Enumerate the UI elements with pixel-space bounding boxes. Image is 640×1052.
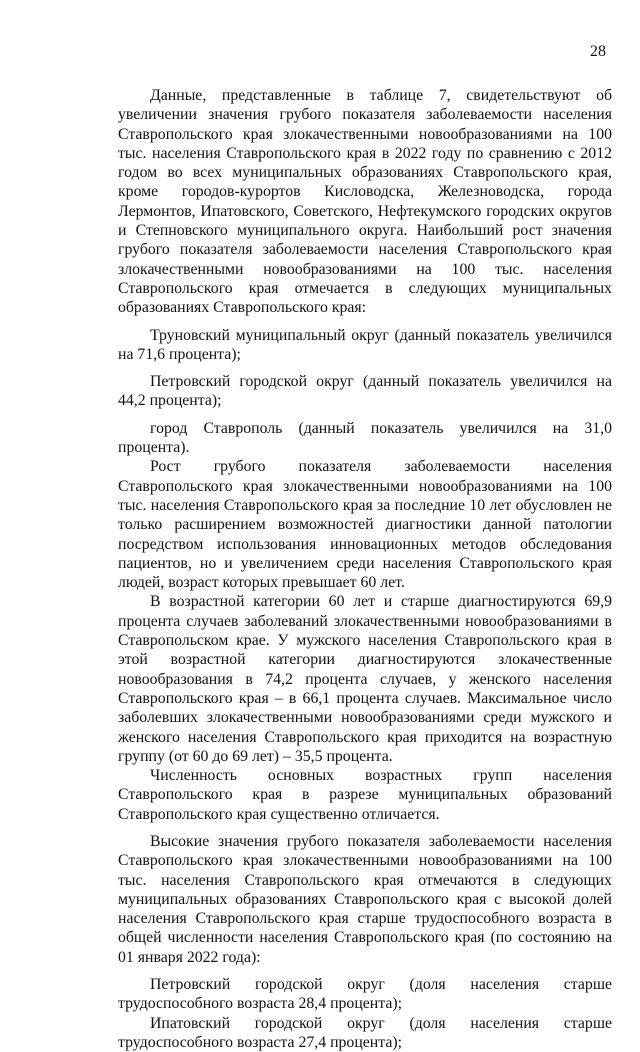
paragraph-age-groups: Численность основных возрастных групп населения Ставропольского края в разрезе муниципальных образований Ставропольского края существенно отличается.: [118, 767, 612, 823]
paragraph-high-values: Высокие значения грубого показателя заболеваемости населения Ставропольского края злокачественными новообразованиями на 100 тыс. населения Ставропольского края отмечаются в следующих муниципальных образованиях Ставропольского края с высокой долей населения Ставропольского края старше трудоспособного возраста в общей численности населения Ставропольского края (по состоянию на 01 января 2022 года):: [118, 832, 612, 966]
paragraph-summary: Данные, представленные в таблице 7, свидетельствуют об увеличении значения грубого показателя заболеваемости населения Ставропольского края злокачественными новообразованиями на 100 тыс. населения Ставропольского края в 2022 году по сравнению с 2012 годом во всех муниципальных образованиях Ставропольского края, кроме городов-курортов Кисловодска, Железноводска, города Лермонтов, Ипатовского, Советского, Нефтекумского городских округов и Степновского муниципального округа. Наибольший рост значения грубого показателя заболеваемости населения Ставропольского края злокачественными новообразованиями на 100 тыс. населения Ставропольского края отмечается в следующих муниципальных образованиях Ставропольского края:: [118, 87, 612, 317]
list-item-ipatovsky-age: Ипатовский городской округ (доля населения старше трудоспособного возраста 27,4 процента);: [118, 1014, 612, 1051]
list-item-trunovsky: Труновский муниципальный округ (данный показатель увеличился на 71,6 процента);: [118, 326, 612, 363]
list-item-petrovsky-age: Петровский городской округ (доля населения старше трудоспособного возраста 28,4 процента);: [118, 976, 612, 1013]
paragraph-age-category: В возрастной категории 60 лет и старше диагностируются 69,9 процента случаев заболеваний злокачественными новообразованиями в Ставропольском крае. У мужского населения Ставропольского края в этой возрастной категории диагностируются злокачественные новообразования в 74,2 процента случаев, у женского населения Ставропольского края – в 66,1 процента случаев. Максимальное число заболевших злокачественными новообразованиями среди мужского и женского населения Ставропольского края приходится на возрастную группу (от 60 до 69 лет) – 35,5 процента.: [118, 593, 612, 765]
document-body: [118, 86, 612, 1052]
paragraph-growth-reasons: Рост грубого показателя заболеваемости населения Ставропольского края злокачественными новообразованиями на 100 тыс. населения Ставропольского края за последние 10 лет обусловлен не только расширением возможностей диагностики данной патологии посредством использования инновационных методов обследования пациентов, но и увеличением среди населения Ставропольского края людей, возраст которых превышает 60 лет.: [118, 458, 612, 592]
list-item-petrovsky: Петровский городской округ (данный показатель увеличился на 44,2 процента);: [118, 373, 612, 410]
list-item-stavropol: город Ставрополь (данный показатель увеличился на 31,0 процента).: [118, 419, 612, 457]
page-number: 28: [590, 43, 606, 60]
